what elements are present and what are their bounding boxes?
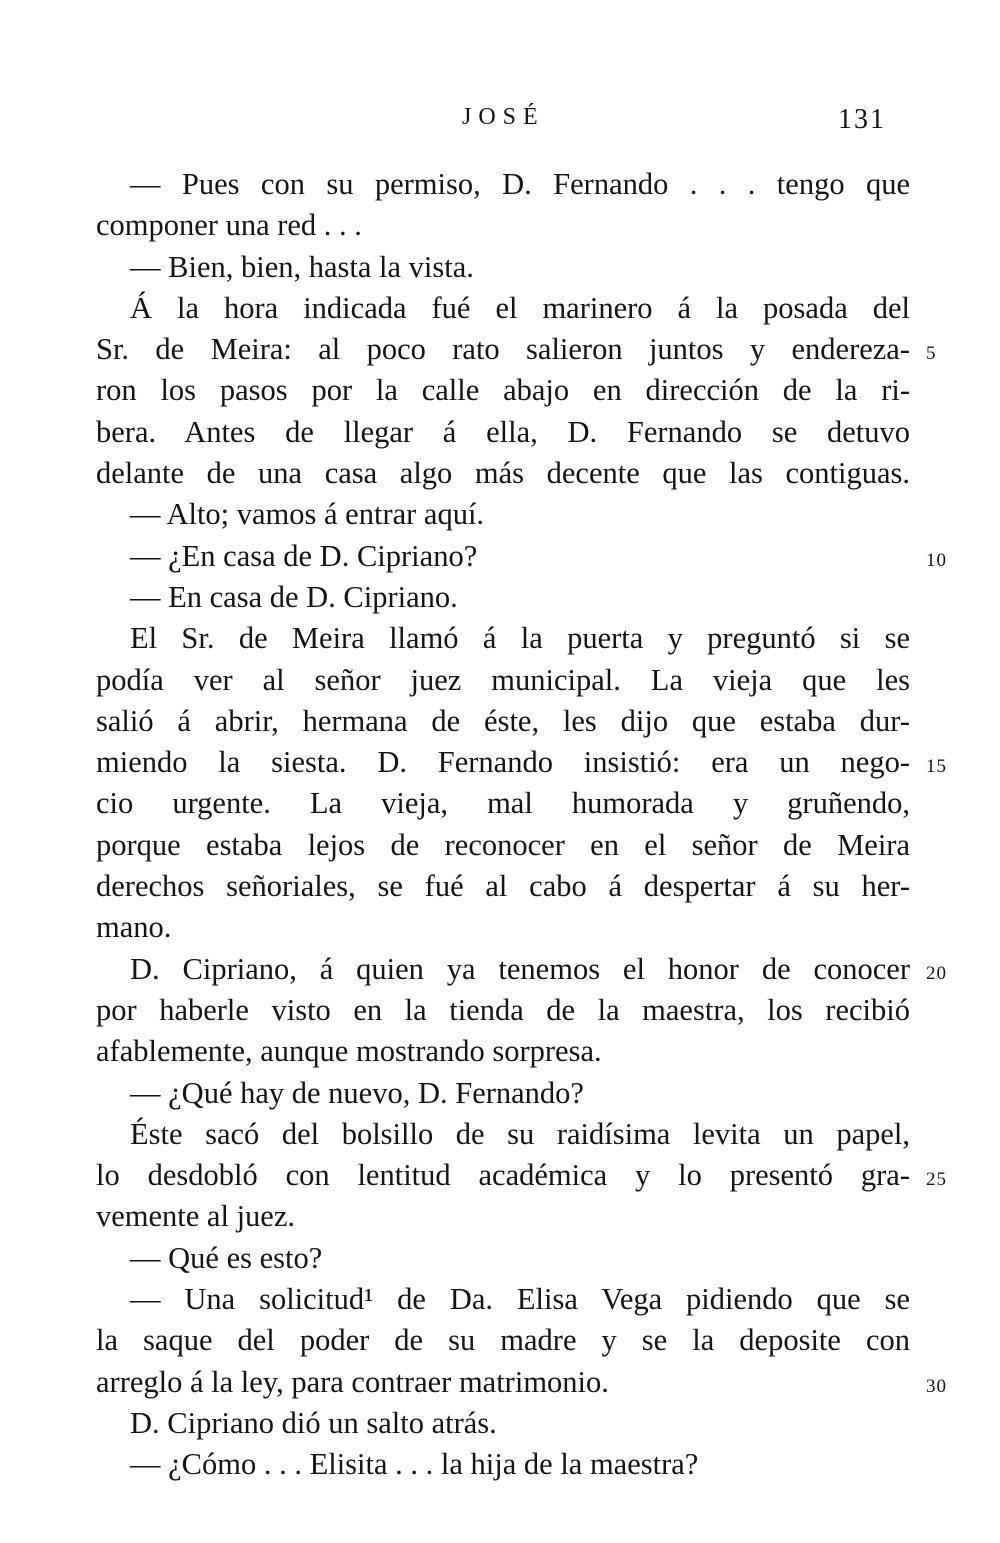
line-text: — ¿Qué hay de nuevo, D. Fernando? xyxy=(130,1075,584,1110)
line-text: mano. xyxy=(96,910,172,945)
line-number: 5 xyxy=(926,343,937,365)
line-text: derechos señoriales, se fué al cabo á despertar á su her- xyxy=(96,869,910,904)
page-number: 131 xyxy=(838,104,886,135)
line-text: por haberle visto en la tienda de la maestra, los recibió xyxy=(96,992,910,1027)
text-line xyxy=(96,1320,910,1361)
text-line xyxy=(96,907,910,948)
line-text: bera. Antes de llegar á ella, D. Fernando se detuvo xyxy=(96,414,910,449)
line-number: 30 xyxy=(926,1375,947,1397)
line-text: Á la hora indicada fué el marinero á la posada del xyxy=(130,290,910,325)
text-line xyxy=(96,288,910,329)
text-line xyxy=(96,205,910,246)
text-line xyxy=(96,1444,910,1485)
line-text: — En casa de D. Cipriano. xyxy=(130,579,458,614)
line-number: 15 xyxy=(926,756,947,778)
line-text: — Pues con su permiso, D. Fernando . . . tengo que xyxy=(130,167,910,201)
running-head-title: JOSÉ xyxy=(462,104,545,130)
text-line xyxy=(96,370,910,411)
text-line xyxy=(96,329,937,370)
text-line xyxy=(96,1403,910,1444)
text-line xyxy=(96,577,910,618)
line-text: Sr. de Meira: al poco rato salieron juntos y endereza- xyxy=(96,332,910,367)
line-text: D. Cipriano dió un salto atrás. xyxy=(130,1405,497,1440)
line-text: Éste sacó del bolsillo de su raidísima levita un papel, xyxy=(130,1116,910,1151)
line-number: 25 xyxy=(926,1169,947,1191)
text-line xyxy=(96,1155,947,1196)
text-line xyxy=(96,990,910,1031)
text-line xyxy=(96,783,910,824)
line-number: 20 xyxy=(926,962,947,984)
line-text: — Alto; vamos á entrar aquí. xyxy=(130,497,485,532)
line-text: delante de una casa algo más decente que las contiguas. xyxy=(96,456,910,491)
text-line xyxy=(96,1031,910,1072)
line-text: vemente al juez. xyxy=(96,1199,295,1234)
line-text: afablemente, aunque mostrando sorpresa. xyxy=(96,1034,602,1069)
line-text: la saque del poder de su madre y se la deposite con xyxy=(96,1323,910,1358)
line-text: — ¿En casa de D. Cipriano? xyxy=(130,538,478,573)
line-text: lo desdobló con lentitud académica y lo presentó gra- xyxy=(96,1158,910,1193)
line-text: componer una red . . . xyxy=(96,208,362,243)
line-text: — ¿Cómo . . . Elisita . . . la hija de la maestra? xyxy=(130,1447,699,1482)
page-header xyxy=(0,104,1000,144)
text-line xyxy=(96,1238,910,1279)
line-text: arreglo á la ley, para contraer matrimonio. xyxy=(96,1364,609,1399)
text-line xyxy=(96,1196,910,1237)
text-line xyxy=(96,618,910,659)
text-line xyxy=(96,494,910,535)
text-line xyxy=(96,1362,947,1403)
line-text: — Qué es esto? xyxy=(130,1240,323,1275)
text-line xyxy=(96,164,910,205)
text-line xyxy=(96,825,910,866)
line-text: — Una solicitud¹ de Da. Elisa Vega pidiendo que se xyxy=(130,1282,910,1317)
line-text: salió á abrir, hermana de éste, les dijo que estaba dur- xyxy=(96,703,910,738)
text-line xyxy=(96,1073,910,1114)
text-line xyxy=(96,453,910,494)
line-text: El Sr. de Meira llamó á la puerta y preguntó si se xyxy=(130,621,910,656)
text-line xyxy=(96,660,910,701)
text-line xyxy=(96,1279,910,1320)
text-line xyxy=(96,412,910,453)
line-text: miendo la siesta. D. Fernando insistió: era un nego- xyxy=(96,745,910,780)
text-line xyxy=(96,536,947,577)
line-text: porque estaba lejos de reconocer en el señor de Meira xyxy=(96,827,910,862)
body-text xyxy=(96,164,947,1486)
line-text: — Bien, bien, hasta la vista. xyxy=(130,249,474,284)
line-text: podía ver al señor juez municipal. La vieja que les xyxy=(96,662,910,697)
line-number: 10 xyxy=(926,549,947,571)
text-line xyxy=(96,701,910,742)
text-line xyxy=(96,1114,910,1155)
line-text: ron los pasos por la calle abajo en dirección de la ri- xyxy=(96,373,910,408)
text-line xyxy=(96,949,947,990)
text-line xyxy=(96,742,947,783)
text-line xyxy=(96,247,910,288)
text-line xyxy=(96,866,910,907)
line-text: cio urgente. La vieja, mal humorada y gruñendo, xyxy=(96,786,910,821)
line-text: D. Cipriano, á quien ya tenemos el honor de conocer xyxy=(130,951,910,986)
